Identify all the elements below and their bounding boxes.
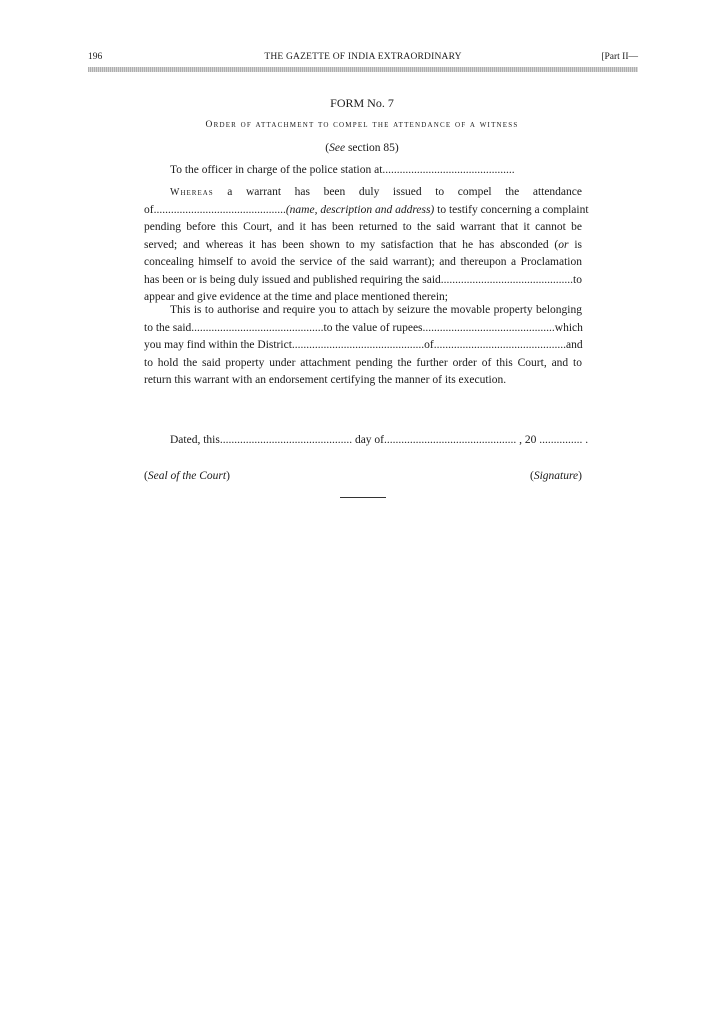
whereas-line-4-end: is bbox=[568, 238, 582, 251]
form-title: FORM No. 7 bbox=[330, 96, 394, 110]
witness-blank: .............................................. bbox=[153, 203, 286, 216]
dated-label: Dated, this bbox=[170, 434, 220, 446]
month-blank: .............................................. bbox=[384, 434, 517, 446]
said-person-blank-2: .............................................. bbox=[191, 321, 324, 334]
gazette-title: THE GAZETTE OF INDIA EXTRAORDINARY bbox=[264, 52, 462, 62]
whereas-line-4-start: served; and whereas it has been shown to my satisfaction that he has absconded ( bbox=[144, 238, 559, 251]
authorise-line-3-start: you may find within the District bbox=[144, 339, 292, 351]
dated-end: . bbox=[582, 434, 589, 446]
authorise-line-4: to hold the said property under attachment pending the further order of this Court, and to bbox=[144, 356, 582, 369]
said-person-blank: .............................................. bbox=[440, 273, 574, 286]
whereas-line-2-rest: to testify concerning a complaint bbox=[434, 203, 589, 216]
district-of-blank: .............................................. bbox=[433, 339, 566, 351]
authorise-line-1: This is to authorise and require you to attach by seizure the movable property belonging bbox=[170, 304, 582, 316]
authorise-paragraph bbox=[144, 302, 582, 390]
whereas-paragraph bbox=[144, 184, 589, 307]
authorise-line-5: return this warrant with an endorsement certifying the manner of its execution. bbox=[144, 374, 507, 386]
day-of-label: day of bbox=[352, 434, 385, 446]
whereas-line-6-end: to bbox=[573, 273, 582, 286]
whereas-lead-word: Whereas bbox=[170, 187, 214, 198]
whereas-line-5: concealing himself to avoid the service of the said warrant); and thereupon a Proclamation bbox=[144, 256, 582, 268]
page-number: 196 bbox=[88, 52, 103, 62]
to-officer-text: To the officer in charge of the police station at bbox=[170, 164, 383, 176]
district-blank: .............................................. bbox=[291, 339, 425, 351]
see-section-reference: (See section 85) bbox=[325, 142, 399, 154]
signature-text: Signature bbox=[533, 470, 579, 482]
whereas-line-7: appear and give evidence at the time and place mentioned therein; bbox=[144, 291, 448, 303]
to-officer-paragraph bbox=[144, 162, 582, 180]
date-blank: .............................................. bbox=[219, 434, 353, 446]
authorise-line-2-start: to the said bbox=[144, 321, 192, 334]
seal-of-court: (Seal of the Court) bbox=[144, 470, 230, 482]
header-rule bbox=[88, 67, 638, 72]
form-subtitle: Order of attachment to compel the attendance of a witness bbox=[205, 120, 519, 130]
end-rule bbox=[340, 497, 386, 498]
whereas-line-3: pending before this Court, and it has been returned to the said warrant that it cannot be bbox=[144, 221, 582, 233]
authorise-line-2-end: which bbox=[554, 321, 583, 334]
see-italic: See bbox=[329, 142, 346, 154]
year-blank: ............... bbox=[539, 434, 583, 446]
page-header bbox=[88, 52, 638, 68]
whereas-line-6-start: has been or is being duly issued and published requiring the said bbox=[144, 273, 441, 286]
whereas-line-2-of: of bbox=[144, 203, 154, 216]
authorise-line-3-mid: of bbox=[424, 339, 434, 351]
authorise-line-2-mid: to the value of rupees bbox=[323, 321, 423, 334]
signature-label: (Signature) bbox=[530, 470, 582, 482]
seal-text: Seal of the Court bbox=[147, 470, 227, 482]
name-description-address: (name, description and address) bbox=[285, 203, 435, 216]
authorise-line-3-end: and bbox=[565, 339, 583, 351]
year-label: , 20 bbox=[516, 434, 540, 446]
rupees-blank: .............................................. bbox=[422, 321, 555, 334]
section-number: section 85 bbox=[345, 142, 395, 154]
police-station-blank: .............................................. bbox=[382, 164, 515, 176]
part-label: [Part II— bbox=[601, 52, 638, 62]
dated-line bbox=[144, 432, 589, 450]
whereas-line-1: a warrant has been duly issued to compel the attendance bbox=[227, 186, 582, 198]
whereas-or-italic: or bbox=[558, 238, 569, 251]
